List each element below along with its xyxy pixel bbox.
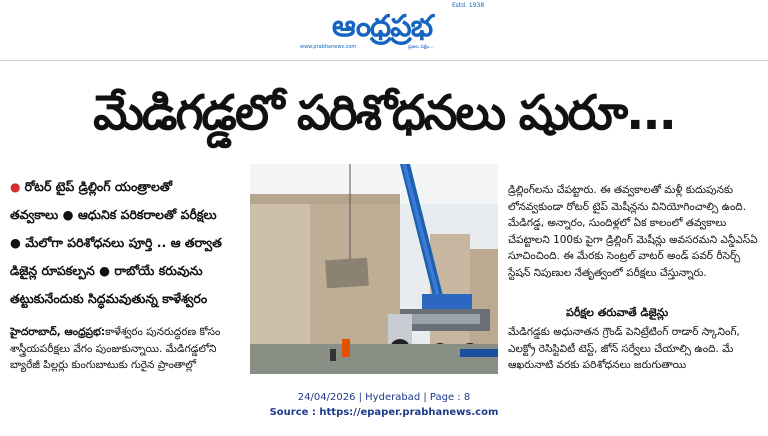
bullet-text: తట్టుకునేందుకు సిద్ధమవుతున్న కాళేశ్వరం <box>10 291 208 306</box>
bullet-line <box>10 257 248 285</box>
bullet-text: డిజైన్ల రూపకల్పన ● రాబోయే కరువును <box>10 263 203 278</box>
tagline-label: ప్రజల పక్షం... <box>408 44 434 50</box>
bullet-list <box>10 173 248 313</box>
footer-source-line: Source : https://epaper.prabhanews.com <box>269 407 499 418</box>
footer-date-line: 24/04/2026 | Hyderabad | Page : 8 <box>297 392 471 403</box>
article-body-right: డ్రిల్లింగ్‌లను చేపట్టారు. ఈ తవ్వకాలతో మళ్లీ కుదుపునకు లోనవ్వకుండా రోటర్ టైప్ మెషీన్లను వినియోగించాల్సి ఉంది. మేడిగడ్డ, అన్నారం, సుందిళ్లలో ఏక కాలంలో తవ్వకాలు చేపట్టాలని 100కు పైగా డ్రిల్లింగ్ మెషీన్లు అవసరమని ఎన్డీఎస్ఏ సూచించింది. ఈ మేరకు సెంట్రల్ వాటర్ అండ్ పవర్ రీసెర్చ్ స్టేషన్ నిపుణుల నేతృత్వంలో పరీక్షలు చేస్తున్నారు. <box>508 184 758 279</box>
bullet-icon: ● <box>10 180 25 194</box>
article-text: కాళేశ్వరం పునరుద్ధరణ కోసం శాస్త్రీయపరీక్షలు వేగం పుంజుకున్నాయి. మేడిగడ్డలోని బ్యారేజీ పిల్లర్లు కుంగుబాటుకు గురైన ప్రాంతాల్లో <box>10 326 221 371</box>
sub-headline: పరీక్షల తరువాతే డిజైన్లు <box>566 306 669 319</box>
estd-label: Estd. 1938 <box>452 2 485 9</box>
logo-text: ఆంధ్రప్రభ <box>331 9 433 44</box>
bullet-text: రోటర్ టైప్ డ్రిల్లింగ్ యంత్రాలతో <box>24 179 173 194</box>
bullet-line <box>10 201 248 229</box>
dateline: హైదరాబాద్, ఆంధ్రప్రభ: <box>10 326 106 338</box>
article-body-left <box>10 324 248 374</box>
headline: మేడిగడ్డలో పరిశోధనలు షురూ... <box>93 85 675 141</box>
barrage-crane-image <box>250 164 498 374</box>
bullet-line <box>10 285 248 313</box>
article-body-right-continued: మేడిగడ్డకు అధునాతన గ్రౌండ్ పెనిట్రేటింగ్ రాడార్ స్కానింగ్, ఎలక్ట్రో రెసిస్టివిటీ టెస్ట్, జోన్ సర్వేలు చేయాల్సి ఉంది. మే ఆఖరునాటి వరకు పరిశోధనలు జరుగుతాయి <box>508 326 740 371</box>
website-label: www.prabhanews.com <box>300 44 357 50</box>
divider <box>0 60 768 61</box>
bullet-text: తవ్వకాలు ● ఆధునిక పరికరాలతో పరీక్షలు <box>10 207 217 222</box>
bullet-line <box>10 173 248 201</box>
masthead <box>0 0 768 60</box>
news-photo <box>250 164 498 374</box>
bullet-line <box>10 229 248 257</box>
bullet-text: ● మేలోగా పరిశోధనలు పూర్తి .. ఆ తర్వాత <box>10 235 222 250</box>
